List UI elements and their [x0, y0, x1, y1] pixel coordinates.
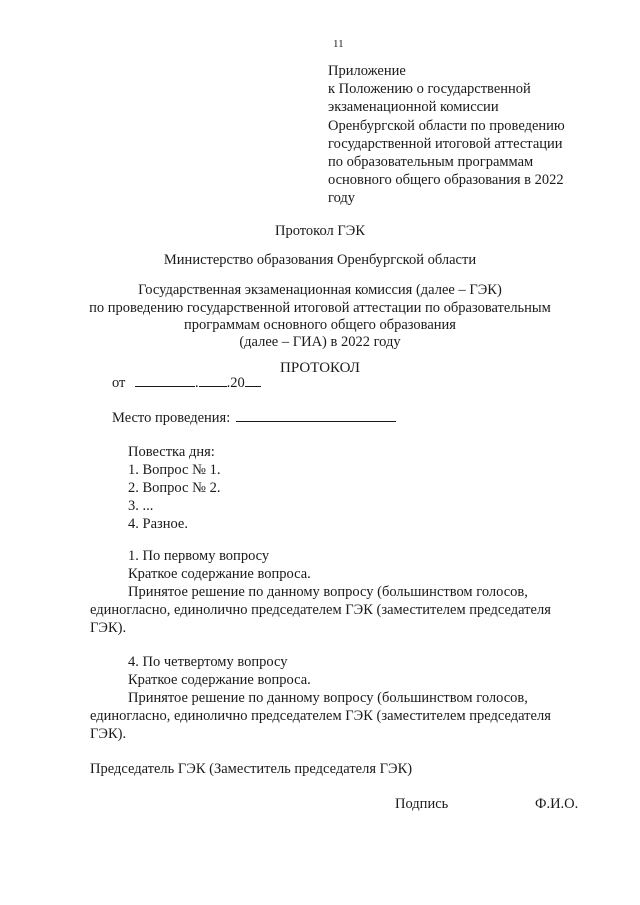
date-month-blank — [199, 374, 227, 387]
appendix-line: государственной итоговой аттестации — [328, 135, 563, 152]
section-1-decision-line-3: ГЭК). — [90, 620, 127, 636]
agenda-item: 4. Разное. — [128, 516, 188, 532]
commission-line-2: по проведению государственной итоговой аттестации по образовательным — [89, 300, 551, 316]
date-prefix: от — [112, 375, 126, 391]
commission-line-1: Государственная экзаменационная комиссия (далее – ГЭК) — [138, 282, 502, 298]
section-1-heading: 1. По первому вопросу — [128, 548, 270, 564]
agenda-item: 3. ... — [128, 498, 154, 514]
page-number: 11 — [333, 38, 344, 50]
venue-line — [112, 409, 396, 427]
appendix-line: к Положению о государственной — [328, 81, 531, 98]
section-4-summary: Краткое содержание вопроса. — [128, 672, 311, 688]
chair-label: Председатель ГЭК (Заместитель председателя ГЭК) — [90, 761, 413, 777]
fio-label: Ф.И.О. — [535, 796, 579, 812]
appendix-line: Оренбургской области по проведению — [328, 117, 565, 134]
document-title: ПРОТОКОЛ — [280, 360, 360, 376]
section-4-heading: 4. По четвертому вопросу — [128, 654, 288, 670]
appendix-line: по образовательным программам — [328, 154, 534, 171]
appendix-line: году — [328, 190, 356, 207]
appendix-note — [328, 62, 565, 208]
appendix-line: основного общего образования в 2022 — [328, 172, 564, 189]
ministry-name: Министерство образования Оренбургской области — [163, 252, 477, 268]
protocol-header: Протокол ГЭК — [274, 223, 366, 239]
section-4-decision-line-1: Принятое решение по данному вопросу (большинством голосов, — [128, 690, 528, 706]
date-year-prefix: .20 — [226, 375, 245, 391]
agenda-heading: Повестка дня: — [128, 444, 215, 460]
agenda-item: 2. Вопрос № 2. — [128, 480, 221, 496]
commission-line-3: программам основного общего образования — [184, 317, 456, 333]
agenda-item: 1. Вопрос № 1. — [128, 462, 221, 478]
signature-label: Подпись — [395, 796, 449, 812]
section-4-decision-line-3: ГЭК). — [90, 726, 127, 742]
section-1-decision-line-1: Принятое решение по данному вопросу (большинством голосов, — [128, 584, 528, 600]
date-line — [112, 374, 261, 392]
venue-label: Место проведения: — [112, 410, 231, 426]
date-dot: . — [195, 375, 199, 391]
section-1-decision-line-2: единогласно, единолично председателем ГЭК (заместителем председателя — [90, 602, 551, 618]
venue-blank — [236, 409, 396, 422]
date-year-blank — [245, 374, 261, 387]
date-day-month-blank — [135, 374, 195, 387]
section-4-decision-line-2: единогласно, единолично председателем ГЭК (заместителем председателя — [90, 708, 551, 724]
agenda — [128, 443, 220, 533]
appendix-line: экзаменационной комиссии — [328, 99, 499, 116]
section-1-summary: Краткое содержание вопроса. — [128, 566, 311, 582]
appendix-line: Приложение — [328, 63, 406, 79]
commission-line-4: (далее – ГИА) в 2022 году — [239, 334, 401, 350]
